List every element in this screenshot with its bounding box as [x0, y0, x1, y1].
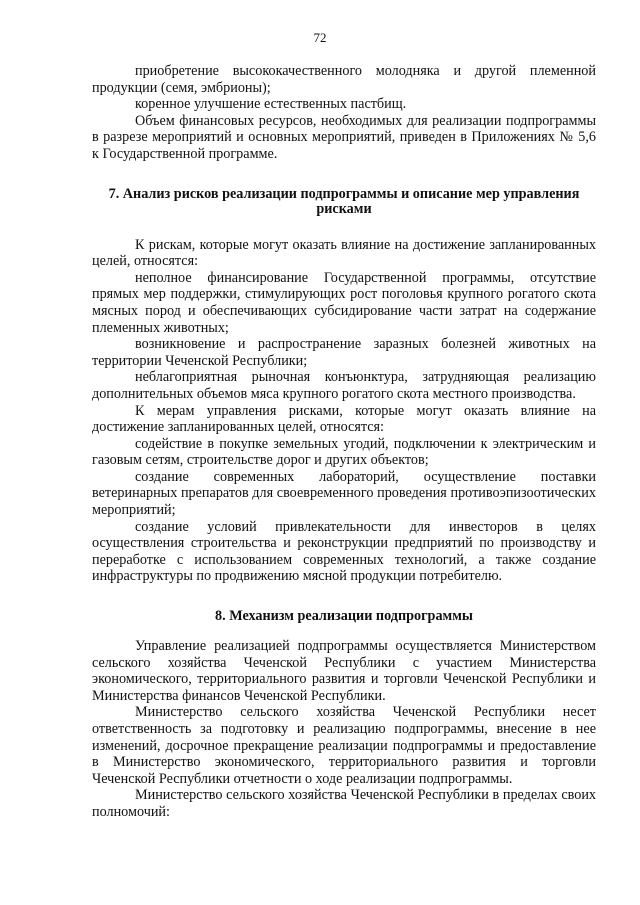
- section-heading: 7. Анализ рисков реализации подпрограммы и описание мер управления рисками: [108, 185, 580, 217]
- paragraph: приобретение высококачественного молодняка и другой племенной продукции (семя, эмбрионы);: [92, 63, 596, 96]
- paragraph: создание условий привлекательности для инвесторов в целях осуществления строительства и реконструкции предприятий по производству и переработке с использованием современных технологий, а также создание инфраструктуры по продвижению мясной продукции потребителю.: [92, 518, 596, 585]
- paragraph: Министерство сельского хозяйства Чеченской Республики несет ответственность за подготовку и реализацию подпрограммы, внесение в нее изменений, досрочное прекращение реализации подпрограммы и предоставление в Министерство экономического, территориального развития и торговли Чеченской Республики отчетности о ходе реализации подпрограммы.: [92, 704, 596, 787]
- paragraph: возникновение и распространение заразных болезней животных на территории Чеченской Республики;: [92, 336, 596, 369]
- paragraph: коренное улучшение естественных пастбищ.: [135, 96, 407, 113]
- paragraph: Управление реализацией подпрограммы осуществляется Министерством сельского хозяйства Чеченской Республики с участием Министерства экономического, территориального развития и торговли Чеченской Республики и Министерства финансов Чеченской Республики.: [92, 638, 596, 704]
- paragraph: К мерам управления рисками, которые могут оказать влияние на достижение запланированных целей, относятся:: [92, 402, 596, 436]
- paragraph: Объем финансовых ресурсов, необходимых для реализации подпрограммы в разрезе мероприятий и основных мероприятий, приведен в Приложениях № 5,6 к Государственной программе.: [92, 112, 596, 162]
- paragraph: содействие в покупке земельных угодий, подключении к электрическим и газовым сетям, строительстве дорог и других объектов;: [92, 435, 596, 469]
- section-heading: 8. Механизм реализации подпрограммы: [215, 608, 473, 625]
- paragraph: К рискам, которые могут оказать влияние на достижение запланированных целей, относятся:: [92, 236, 596, 270]
- page-body: [92, 63, 596, 821]
- paragraph: неполное финансирование Государственной программы, отсутствие прямых мер поддержки, стимулирующих рост поголовья крупного рогатого скота мясных пород и обеспечивающих субсидирование части затрат на содержание племенных животных;: [92, 269, 596, 336]
- paragraph: неблагоприятная рыночная конъюнктура, затрудняющая реализацию дополнительных объемов мяса крупного рогатого скота местного производства.: [92, 369, 596, 402]
- paragraph: Министерство сельского хозяйства Чеченской Республики в пределах своих полномочий:: [92, 787, 596, 820]
- paragraph: создание современных лабораторий, осуществление поставки ветеринарных препаратов для своевременного проведения противоэпизоотических мероприятий;: [92, 468, 596, 519]
- page-number: 72: [313, 30, 327, 45]
